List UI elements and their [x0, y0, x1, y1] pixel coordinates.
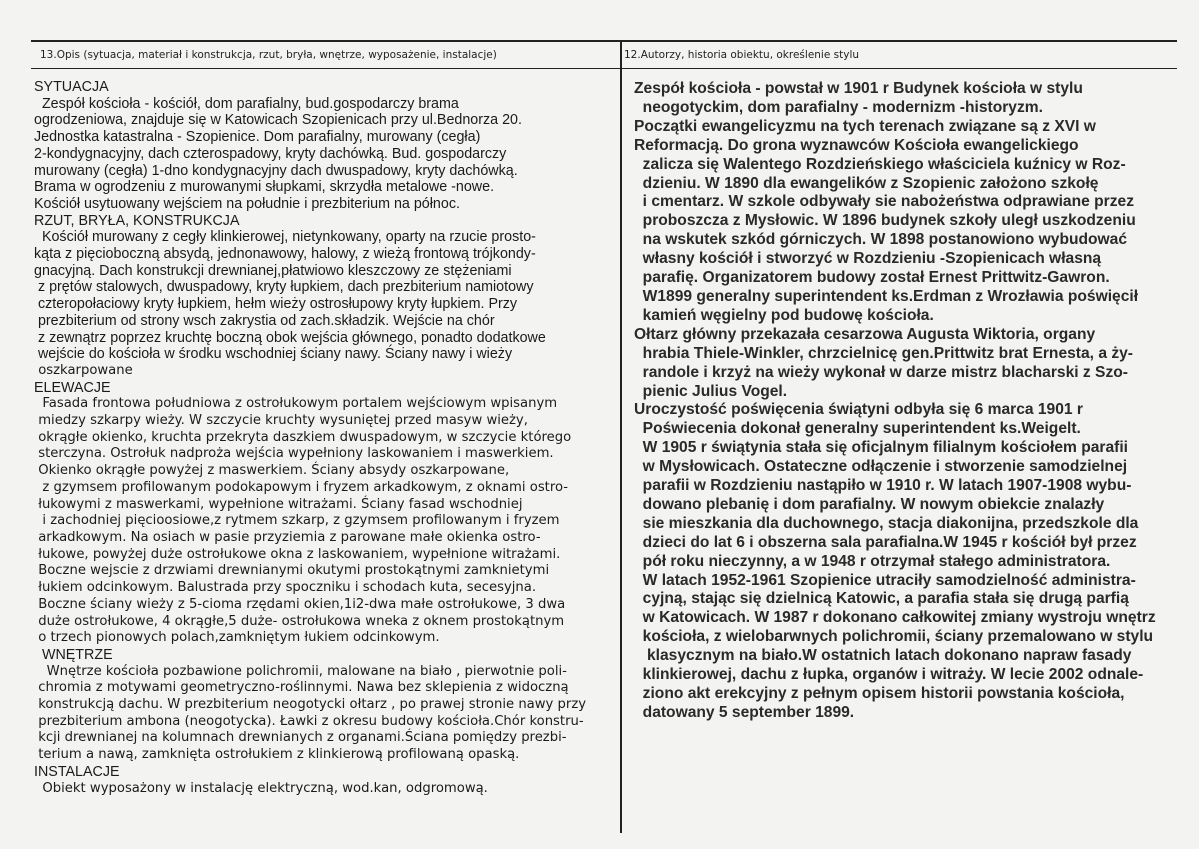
description-line: i zachodniej pięcioosiowe,z rytmem szkarp, z gzymsem profilowanym i fryzem [34, 513, 560, 529]
description-column [34, 79, 614, 797]
history-line: neogotyckim, dom parafialny - modernizm -historyzm. [634, 98, 1043, 116]
description-line: okrągłe okienko, kruchta przekryta daszkiem dwuspadowym, w szczycie którego [34, 429, 572, 445]
history-line: dzieniu. W 1890 dla ewangelików z Szopienic założono szkołę [634, 174, 1099, 192]
description-line: Boczne wejscie z drzwiami drewnianymi okutymi prostokątnymi zamknietymi [34, 563, 550, 579]
description-line: 2-kondygnacyjny, dach czterospadowy, kryty dachówką. Bud. gospodarczy [34, 145, 507, 162]
description-line: Fasada frontowa południowa z ostrołukowym portalem wejściowym wpisanym [34, 396, 558, 412]
history-line: proboszcza z Mysłowic. W 1896 budynek szkoły uległ uszkodzeniu [634, 212, 1136, 230]
history-line: Reformacją. Do grona wyznawców Kościoła ewangelickiego [634, 136, 1079, 154]
description-line: arkadkowym. Na osiach w pasie przyziemia z parowane małe okienka ostro- [34, 529, 541, 545]
description-line: chromia z motywami geometryczno-roślinnymi. Nawa bez sklepienia z widoczną [34, 680, 569, 696]
history-line: sie mieszkania dla duchownego, stacja diakonijna, przedszkole dla [634, 514, 1139, 532]
history-line: Poświecenia dokonał generalny superintendent ks.Weigelt. [634, 420, 1081, 438]
description-line: SYTUACJA [34, 79, 109, 95]
history-line: parafię. Organizatorem budowy został Ernest Prittwitz-Gawron. [634, 269, 1110, 287]
description-line: Okienko okrągłe powyżej z maswerkiem. Ściany absydy oszkarpowane, [34, 463, 510, 479]
history-line: własny kościół i stworzyć w Rozdzieniu -Szopienicach własną [634, 250, 1102, 268]
description-line: prezbiterium od strony wsch zakrystia od zach.składzik. Wejście na chór [34, 312, 495, 329]
history-line: pienic Julius Vogel. [634, 382, 788, 400]
history-line: ziono akt erekcyjny z pełnym opisem historii powstania kościoła, [634, 685, 1125, 702]
description-line: wejście do kościoła w środku wschodniej ściany nawy. Ściany nawy i wieży [34, 346, 513, 363]
description-line: prezbiterium ambona (neogotycka). Ławki z okresu budowy kościoła.Chór konstru- [34, 713, 584, 729]
description-line: łukiem odcinkowym. Balustrada przy spoczniku i schodach kuta, secesyjna. [34, 580, 537, 596]
description-line: duże ostrołukowe, 4 okrągłe,5 duże- ostrołukowa wneka z oknem prostokątnym [34, 613, 565, 629]
description-line: ogrodzeniowa, znajduje się w Katowicach Szopienicach przy ul.Bednorza 20. [34, 112, 522, 129]
description-line: o trzech pionowych polach,zamkniętym łukiem odcinkowym. [34, 630, 440, 646]
history-line: pół roku nieczynny, a w 1948 r otrzymał stałego administratora. [634, 552, 1111, 570]
history-line: hrabia Thiele-Winkler, chrzcielnicę gen.Prittwitz brat Ernesta, a ży- [634, 344, 1133, 362]
history-line: Uroczystość poświęcenia świątyni odbyła się 6 marca 1901 r [634, 401, 1083, 419]
history-line: kościoła, z wielobarwnych polichromii, ściany przemalowano w stylu [634, 628, 1154, 646]
description-line: Kościół murowany z cegły klinkierowej, nietynkowany, oparty na rzucie prosto- [34, 229, 536, 246]
history-line: w Mysłowicach. Ostateczne odłączenie i stworzenie samodzielnej [634, 458, 1128, 476]
description-line: czteropołaciowy kryty łupkiem, hełm wieży ostrosłupowy kryty łupkiem. Przy [34, 296, 518, 313]
history-line: w Katowicach. W 1987 r dokonano całkowitej zmiany wystroju wnętrz [634, 609, 1156, 627]
left-column-header: 13.Opis (sytuacja, materiał i konstrukcja, rzut, bryła, wnętrze, wyposażenie, instalacje) [40, 49, 497, 61]
history-line: Początki ewangelicyzmu na tych terenach związane są z XVI w [634, 117, 1096, 135]
history-line: dzieci do lat 6 i obszerna sala parafialna.W 1945 r kościół był przez [634, 533, 1137, 551]
history-line: klasycznym na biało.W ostatnich latach dokonano napraw fasady [634, 647, 1132, 665]
description-line: konstrukcją dachu. W prezbiterium neogotycki ołtarz , po prawej stronie nawy przy [34, 697, 587, 713]
description-line: sterczyna. Ostrołuk nadproża wejścia wypełniony laskowaniem i maswerkiem. [34, 446, 554, 462]
description-line: łukowymi z maswerkami, wypełnione witrażami. Ściany fasad wschodniej [34, 496, 523, 512]
description-line: gnacyjną. Dach konstrukcji drewnianej,płatwiowo kleszczowy ze stężeniami [34, 262, 512, 279]
description-line: oszkarpowane [34, 362, 133, 378]
description-line: Obiekt wyposażony w instalację elektryczną, wod.kan, odgromową. [34, 780, 488, 796]
right-column-header: 12.Autorzy, historia obiektu, określenie stylu [624, 49, 860, 61]
history-line: zalicza się Walentego Rozdzieńskiego właściciela kuźnicy w Roz- [634, 155, 1126, 173]
history-line: randole i krzyż na wieży wykonał w darze mistrz blacharski z Szo- [634, 363, 1128, 381]
history-line: na wskutek szkód górniczych. W 1898 postanowiono wybudować [634, 231, 1128, 249]
history-column [634, 80, 1174, 723]
description-line: miedzy szkarpy wieży. W szczycie kruchty wysuniętej przed masyw wieży, [34, 413, 528, 429]
history-line: dowano plebanię i dom parafialny. W nowym obiekcie znalazły [634, 495, 1105, 513]
history-line: kamień węgielny pod budowę kościoła. [634, 306, 934, 324]
description-line: ELEWACJE [34, 379, 111, 396]
description-line: Brama w ogrodzeniu z murowanymi słupkami, skrzydła metalowe -nowe. [34, 179, 495, 196]
history-line: W1899 generalny superintendent ks.Erdman z Wrozławia poświęcił [634, 287, 1139, 305]
history-line: parafii w Rozdzieniu nastąpiło w 1910 r. W latach 1907-1908 wybu- [634, 477, 1132, 495]
description-line: z gzymsem profilowanym podokapowym i fryzem arkadkowym, z oknami ostro- [34, 479, 569, 495]
description-line: kcji drewnianej na kolumnach drewnianych z organami.Ściana pomiędzy prezbi- [34, 730, 567, 746]
description-line: murowany (cegła) 1-dno kondygnacyjny dach dwuspadowy, kryty dachówką. [34, 162, 518, 179]
history-line: i cmentarz. W szkole odbywały sie nabożeństwa odprawiane przez [634, 193, 1134, 211]
description-line: kąta z pięcioboczną absydą, jednonawowy, halowy, z wieżą frontową trójkondy- [34, 246, 536, 263]
top-border [31, 40, 1177, 42]
description-line: WNĘTRZE [34, 646, 113, 663]
description-line: z zewnątrz poprzez kruchtę boczną obok wejścia głównego, ponadto dodatkowe [34, 329, 546, 346]
column-divider [620, 40, 622, 833]
description-line: Wnętrze kościoła pozbawione polichromii, malowane na biało , pierwotnie poli- [34, 663, 567, 679]
description-line: Zespół kościoła - kościół, dom parafialny, bud.gospodarczy brama [34, 95, 459, 112]
history-line: cyjną, stając się dzielnicą Katowic, a parafia stała się drugą parfią [634, 590, 1129, 608]
description-line: terium a nawą, zamknięta ostrołukiem z klinkierową profilowaną opaską. [34, 747, 520, 763]
description-line: Boczne ściany wieży z 5-cioma rzędami okien,1i2-dwa małe ostrołukowe, 3 dwa [34, 596, 566, 612]
description-line: RZUT, BRYŁA, KONSTRUKCJA [34, 212, 240, 229]
description-line: łukowe, powyżej duże ostrołukowe okna z laskowaniem, wypełnione witrażami. [34, 546, 561, 562]
history-line: W 1905 r świątynia stała się oficjalnym filialnym kościołem parafii [634, 439, 1129, 457]
history-line: Ołtarz główny przekazała cesarzowa Augusta Wiktoria, organy [634, 325, 1096, 343]
description-line: Jednostka katastralna - Szopienice. Dom parafialny, murowany (cegła) [34, 129, 481, 146]
description-line: INSTALACJE [34, 763, 120, 780]
history-line: Zespół kościoła - powstał w 1901 r Budynek kościoła w stylu [634, 80, 1083, 97]
header-divider [31, 68, 1177, 69]
description-line: Kościół usytuowany wejściem na południe i prezbiterium na północ. [34, 195, 460, 212]
history-line: W latach 1952-1961 Szopienice utraciły samodzielność administra- [634, 571, 1136, 589]
history-line: datowany 5 september 1899. [634, 703, 855, 721]
description-line: z prętów stalowych, dwuspadowy, kryty łupkiem, dach prezbiterium namiotowy [34, 279, 534, 296]
history-line: klinkierowej, dachu z łupka, organów i witraży. W lecie 2002 odnale- [634, 666, 1144, 684]
